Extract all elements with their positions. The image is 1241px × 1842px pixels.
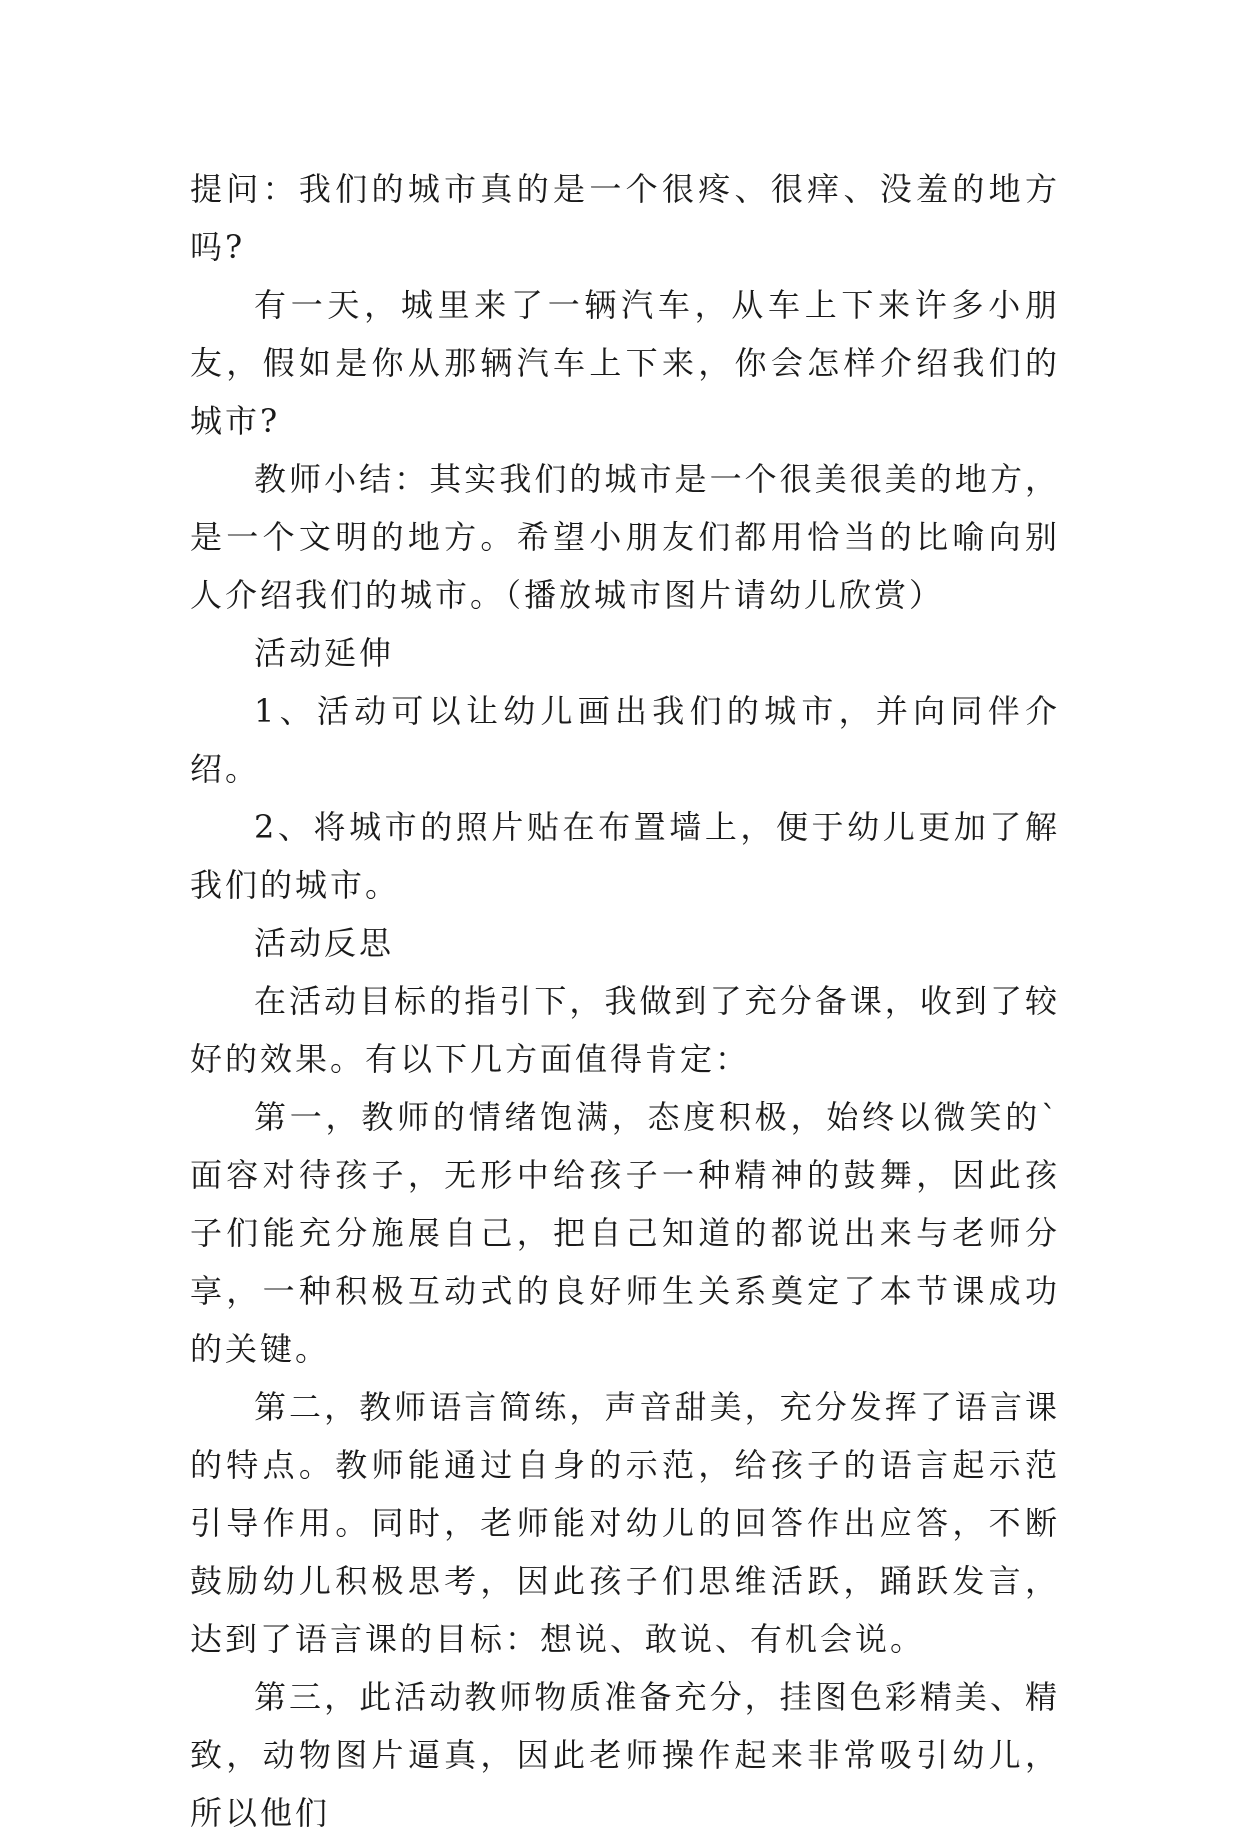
heading-activity-reflection: 活动反思 — [254, 924, 395, 962]
paragraph-extension-1: 1、活动可以让幼儿画出我们的城市，并向同伴介绍。 — [190, 692, 1060, 788]
paragraph-reflection-first: 第一，教师的情绪饱满，态度积极，始终以微笑的`面容对待孩子，无形中给孩子一种精神的鼓舞，因此孩子们能充分施展自己，把自己知道的都说出来与老师分享，一种积极互动式的良好师生关系奠定了本节课成功的关键。 — [190, 1098, 1060, 1368]
paragraph-reflection-intro: 在活动目标的指引下，我做到了充分备课，收到了较好的效果。有以下几方面值得肯定： — [190, 982, 1060, 1078]
heading-activity-extension: 活动延伸 — [254, 634, 395, 672]
paragraph-teacher-summary: 教师小结：其实我们的城市是一个很美很美的地方，是一个文明的地方。希望小朋友们都用恰当的比喻向别人介绍我们的城市。（播放城市图片请幼儿欣赏） — [190, 460, 1060, 614]
paragraph-extension-2: 2、将城市的照片贴在布置墙上，便于幼儿更加了解我们的城市。 — [190, 808, 1060, 904]
paragraph-question: 提问：我们的城市真的是一个很疼、很痒、没羞的地方吗? — [190, 170, 1060, 266]
paragraph-reflection-third: 第三，此活动教师物质准备充分，挂图色彩精美、精致，动物图片逼真，因此老师操作起来非常吸引幼儿，所以他们 — [190, 1678, 1060, 1832]
document-body — [190, 160, 1060, 1842]
paragraph-car-scenario: 有一天，城里来了一辆汽车，从车上下来许多小朋友，假如是你从那辆汽车上下来，你会怎样介绍我们的城市? — [190, 286, 1060, 440]
paragraph-reflection-second: 第二，教师语言简练，声音甜美，充分发挥了语言课的特点。教师能通过自身的示范，给孩子的语言起示范引导作用。同时，老师能对幼儿的回答作出应答，不断鼓励幼儿积极思考，因此孩子们思维活跃，踊跃发言，达到了语言课的目标：想说、敢说、有机会说。 — [190, 1388, 1060, 1658]
